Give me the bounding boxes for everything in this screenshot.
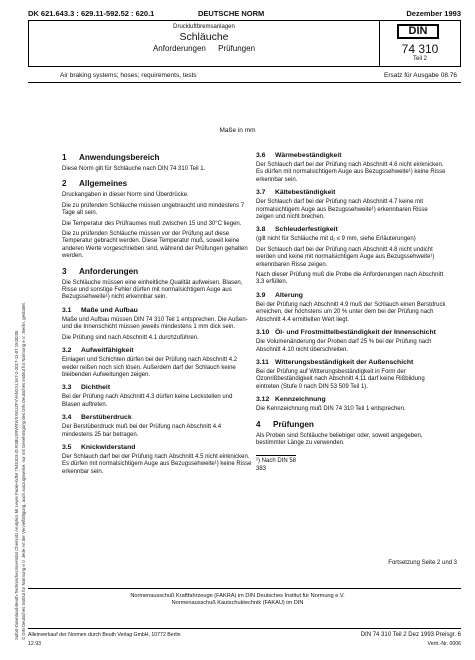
section-heading (256, 420, 446, 429)
paragraph: Der Schlauch darf bei der Prüfung nach Abschnitt 4.8 nicht undicht werden und keine mit normalsichtigem Auge aus Bezugssehweite¹) erkennbaren Risse zeigen. (256, 246, 435, 268)
paragraph: Der Schlauch darf bei der Prüfung nach Abschnitt 4.5 nicht einknicken. Es dürfen mit normalsichtigem Auge aus Bezugssehweite¹) keine Risse erkennbar sein. (62, 453, 252, 475)
left-column (62, 147, 252, 479)
print-code: 12.93 (28, 641, 41, 647)
section-heading (256, 329, 446, 337)
section-number: 3.7 (256, 189, 266, 197)
section-title: Berstüberdruck (81, 414, 132, 422)
section-number: 3.3 (62, 384, 72, 392)
english-title: Air braking systems; hoses; requirements, tests (60, 72, 197, 79)
issue-date: Dezember 1993 (406, 9, 461, 18)
paragraph: Bei der Prüfung nach Abschnitt 4.3 dürfen keine Leckstellen und Blasen auftreten. (62, 394, 233, 408)
section-heading (62, 384, 252, 392)
section-title: Dichtheit (81, 384, 111, 392)
paragraph: Die Temperatur des Prüfraumes muß zwischen 15 und 30°C liegen. (62, 220, 242, 227)
section-number: 3.2 (62, 347, 72, 355)
section-title: Kältebeständigkeit (275, 189, 336, 197)
section-number: 3.9 (256, 291, 266, 299)
norm-label: DEUTSCHE NORM (198, 9, 265, 18)
section-title: Anwendungsbereich (79, 153, 160, 162)
bottom-bar (28, 630, 461, 652)
paragraph: Als Proben sind Schläuche beliebiger oder, soweit angegeben, bestimmter Länge zu verwenden. (256, 432, 423, 446)
section-heading (256, 396, 446, 404)
committee-line: Normenausschuß Kraftfahrzeuge (FAKRA) im DIN Deutsches Institut für Normung e.V. (130, 593, 345, 599)
side-line-copyright: © DIN Deutsches Institut für Normung e.V. Jede Art der Vervielfältigung, auch auszugsweise, nur mit Genehmigung des DIN Deutsches Institut für Normung e.V., Berlin, gestattet. (21, 302, 26, 640)
section-heading (62, 347, 252, 355)
title-block (29, 21, 380, 66)
section-heading (256, 292, 446, 300)
section-title: Knickwiderstand (81, 443, 136, 451)
title-box (28, 20, 461, 67)
continued-note: Fortsetzung Seite 2 und 3 (388, 560, 457, 566)
section-title: Alterung (275, 291, 303, 299)
section-number: 3.11 (256, 358, 269, 366)
committee-line: Normenausschuß Kautschuktechnik (FAKAU) im DIN (171, 600, 304, 606)
section-number: 1 (62, 153, 67, 162)
section-heading (256, 189, 446, 197)
right-column (256, 147, 446, 473)
paragraph: Der Schlauch darf bei der Prüfung nach Abschnitt 4.6 nicht einknicken. Es dürfen mit normalsichtigem Auge aus Bezugssehweite¹) keine Risse erkennbar sein. (256, 162, 446, 183)
divider (28, 82, 461, 83)
subject: Druckluftbremsanlagen (173, 24, 235, 30)
document-reference: DIN 74 310 Teil 2 Dez 1993 Preisgr. 6 (360, 632, 461, 638)
paragraph: Maße und Aufbau müssen DIN 74 310 Teil 1 entsprechen. Die Außen- und die Innenschicht müssen jeweils mindestens 1 mm dick sein. (62, 316, 248, 331)
paragraph: Einlagen und Schichten dürfen bei der Prüfung nach Abschnitt 4.2 weder reißen noch sich lösen. Außerdem darf der Schlauch keine bleibenden Aufweitungen zeigen. (62, 357, 238, 378)
section-title: Allgemeines (79, 179, 128, 189)
page-header (28, 9, 461, 19)
section-number: 3.10 (256, 329, 270, 337)
section-number: 3.12 (256, 396, 270, 404)
footnote: ¹) Nach DIN 58 383 (256, 455, 296, 473)
section-number: 2 (62, 179, 67, 189)
section-heading (62, 153, 252, 162)
section-title: Aufweitfähigkeit (81, 347, 134, 355)
section-title: Wärmebeständigkeit (275, 152, 342, 159)
paragraph: Bei der Prüfung nach Abschnitt 4.9 muß der Schlauch einen Berstdruck erreichen, der höchstens um 20 % unter dem bei der Prüfung nach Abschnitt 4.4 ermittelten Wert liegt. (256, 301, 446, 323)
section-heading (256, 226, 446, 234)
section-heading (62, 179, 252, 188)
paragraph: Druckangaben in dieser Norm sind Überdrücke. (62, 192, 189, 199)
sales-number: Vertr.-Nr. 0006 (427, 641, 461, 647)
document-subtitle: Anforderungen Prüfungen (152, 44, 256, 53)
section-title: Maße und Aufbau (81, 306, 138, 314)
section-title: Kennzeichnung (275, 396, 326, 404)
publisher-note: Alleinverkauf der Normen durch Beuth Verlag GmbH, 10772 Berlin (28, 632, 181, 638)
section-heading (256, 359, 446, 367)
paragraph: Der Berstüberdruck muß bei der Prüfung nach Abschnitt 4.4 mindestens 25 bar betragen. (62, 424, 222, 438)
section-heading (256, 152, 446, 160)
dk-classification: DK 621.643.3 : 629.11-592.52 : 620.1 (28, 9, 155, 18)
dimensions-note: Maße in mm (219, 127, 256, 134)
section-title: Witterungsbeständigkeit der Außenschicht (275, 358, 414, 366)
paragraph: Der Schlauch darf bei der Prüfung nach Abschnitt 4.7 keine mit normalsichtigem Auge aus Bezugssehweite¹) erkennbaren Risse zeigen und nicht brechen. (256, 199, 428, 221)
section-title: Schleuderfestigkeit (275, 226, 338, 234)
section-title: Prüfungen (273, 419, 314, 429)
paragraph: Die Kennzeichnung muß DIN 74 310 Teil 1 entsprechen. (256, 406, 406, 413)
paragraph: Die Schläuche müssen eine einheitliche Qualität aufweisen. Blasen, Risse und sonstige Fehler dürfen mit normalsichtigem Auge aus Bezugssehweite¹) nicht erkennbar sein. (62, 279, 243, 301)
din-logo: DIN (397, 24, 439, 39)
section-title: Anforderungen (79, 266, 139, 276)
divider (28, 628, 461, 629)
replaces-note: Ersatz für Ausgabe 08.76 (384, 72, 457, 79)
paragraph: Die zu prüfenden Schläuche müssen ungebraucht und mindestens 7 Tage alt sein. (62, 202, 245, 217)
paragraph: Diese Norm gilt für Schläuche nach DIN 74 310 Teil 1. (62, 166, 206, 172)
side-line-download: Sofort-Download-Beuth-TechnischeUniversitat Chemnitz Analytics Mr Lewis Poole-KdNr 7545103-ID.R3BUSRWRWSXEUZFVVANXXL1K7-2-2017-11-07 15:00:05 (14, 330, 19, 640)
section-number: 3.6 (256, 152, 266, 159)
section-number: 4 (256, 419, 261, 429)
section-title: Öl- und Frostmittelbeständigkeit der Innenschicht (275, 329, 436, 337)
committee-block (0, 593, 475, 607)
document-title: Schläuche (179, 31, 229, 43)
paragraph: (gilt nicht für Schläuche mit d₁ ≤ 9 mm, siehe Erläuterungen) (256, 236, 416, 243)
section-number: 3.5 (62, 443, 72, 451)
divider (28, 588, 461, 589)
section-heading (62, 267, 252, 276)
part-number: Teil 2 (412, 56, 427, 62)
section-heading (62, 414, 252, 422)
paragraph: Nach dieser Prüfung muß die Probe die Anforderungen nach Abschnitt 3.3 erfüllen. (256, 272, 444, 286)
section-number: 3.1 (62, 306, 72, 314)
paragraph: Die Prüfung sind nach Abschnitt 4.1 durchzuführen. (62, 334, 199, 341)
paragraph: Die zu prüfenden Schläuche müssen vor der Prüfung auf diese Temperatur gebracht werden. Diese Temperatur muß, soweit keine anderen Werte vorgeschrieben sind, während der Prüfungen gehalten werden. (62, 231, 248, 260)
side-margin-text (14, 140, 26, 640)
paragraph: Die Volumenänderung der Proben darf 25 % bei der Prüfung nach Abschnitt 4.10 nicht überschreiten. (256, 339, 432, 353)
section-heading (62, 307, 252, 315)
paragraph: Bei der Prüfung auf Witterungsbeständigkeit in Form der Ozonrißbeständigkeit nach Abschnitt 4.11 darf keine Rißbildung eintreten (Stufe 0 nach DIN 53 509 Teil 1). (256, 368, 425, 390)
section-number: 3.8 (256, 226, 266, 234)
section-number: 3.4 (62, 414, 72, 422)
section-heading (62, 444, 252, 452)
standard-number: 74 310 (401, 42, 439, 56)
section-number: 3 (62, 266, 67, 276)
